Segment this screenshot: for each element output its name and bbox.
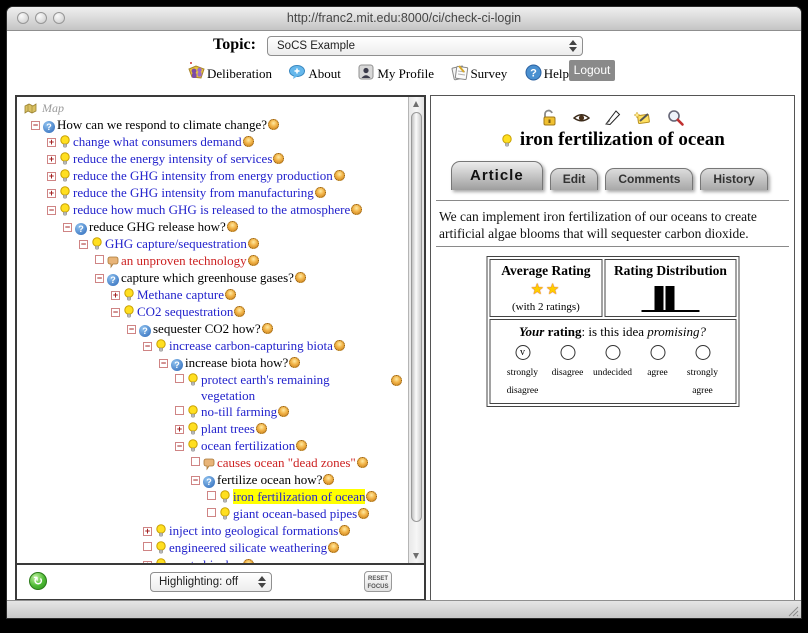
leaf-box xyxy=(207,491,216,500)
tree-node xyxy=(17,506,408,523)
rating-option xyxy=(635,345,680,400)
gear-icon xyxy=(278,406,289,417)
help-icon xyxy=(524,63,543,82)
tree-node-label[interactable]: reduce the GHG intensity from manufacturing xyxy=(73,185,314,200)
radio-strongly-disagree[interactable]: v xyxy=(515,345,530,360)
nav-about[interactable] xyxy=(288,63,341,82)
collapse-toggle[interactable]: − xyxy=(80,239,87,249)
nav-label: My Profile xyxy=(377,65,435,81)
tab-edit[interactable]: Edit xyxy=(550,168,599,190)
tree-node-label[interactable]: reduce the GHG intensity from energy production xyxy=(73,168,333,183)
idea-icon xyxy=(219,490,232,506)
highlighting-value: Highlighting: off xyxy=(159,576,239,588)
star-icon: ★ xyxy=(545,282,562,298)
rating-option-label: strongly agree xyxy=(686,368,719,397)
tree-node xyxy=(17,202,408,219)
reset-focus-button[interactable]: RESET FOCUS xyxy=(364,571,392,592)
article-title: iron fertilization of ocean xyxy=(519,129,725,150)
nav-label: Deliberation xyxy=(207,65,272,81)
tree-node xyxy=(17,236,408,253)
prompt-rating: rating xyxy=(544,324,582,339)
scrollbar-thumb[interactable] xyxy=(411,112,422,522)
question-icon: ? xyxy=(43,118,56,134)
idea-icon xyxy=(187,439,200,455)
rating-option-label: undecided xyxy=(592,368,633,378)
rating-distribution-chart xyxy=(641,282,699,312)
tree-node xyxy=(17,523,408,540)
leaf-box xyxy=(143,542,152,551)
nav-my-profile[interactable] xyxy=(357,63,434,82)
tree-node xyxy=(17,270,408,287)
idea-icon xyxy=(155,339,168,355)
tree-node xyxy=(17,540,408,557)
map-header xyxy=(24,101,64,116)
gear-icon xyxy=(334,170,345,181)
collapse-toggle[interactable]: − xyxy=(112,307,119,317)
tree-node xyxy=(17,455,408,472)
stepper-icon xyxy=(256,575,267,589)
gear-icon xyxy=(357,457,368,468)
tree-node xyxy=(17,117,408,134)
tree-node xyxy=(17,355,408,372)
tree-node xyxy=(17,287,408,304)
unlock-icon[interactable] xyxy=(540,108,559,127)
url-text: http://franc2.mit.edu:8000/ci/check-ci-login xyxy=(286,11,522,25)
tree-node-label[interactable]: inject into geological formations xyxy=(169,523,339,538)
tree-node xyxy=(17,168,408,185)
star-icon: ★ xyxy=(530,282,546,298)
tree-node xyxy=(17,321,408,338)
average-stars xyxy=(496,280,596,299)
tree-node xyxy=(17,404,408,421)
highlighting-select[interactable] xyxy=(150,572,272,592)
logout-button[interactable]: Logout xyxy=(569,60,615,81)
average-ratings-count: (with 2 ratings) xyxy=(511,301,580,313)
tree-node-label[interactable]: increase biota how? xyxy=(185,355,289,370)
tree-node xyxy=(17,185,408,202)
rating-option xyxy=(500,345,545,400)
tree-node-label[interactable]: iron fertilization of ocean xyxy=(233,489,366,504)
radio-undecided[interactable] xyxy=(605,345,620,360)
idea-icon xyxy=(59,186,72,202)
tree-node-label[interactable]: no-till farming xyxy=(201,404,278,419)
nav-survey[interactable] xyxy=(450,63,507,82)
rating-option xyxy=(680,345,725,400)
gear-icon xyxy=(351,204,362,215)
topic-select[interactable] xyxy=(267,36,583,56)
tree-node xyxy=(17,472,408,489)
gear-icon xyxy=(315,187,326,198)
gear-icon xyxy=(268,119,279,130)
tree-node-label[interactable]: change what consumers demand xyxy=(73,134,242,149)
gear-icon xyxy=(225,289,236,300)
survey-icon xyxy=(450,63,469,82)
gear-icon xyxy=(295,272,306,283)
expand-toggle[interactable]: + xyxy=(48,154,55,164)
stepper-icon xyxy=(567,39,578,53)
topic-label: Topic: xyxy=(213,36,256,53)
rating-option-label: strongly disagree xyxy=(506,368,539,397)
gear-icon xyxy=(248,238,259,249)
con-icon xyxy=(203,456,216,472)
nav-label: About xyxy=(308,65,341,81)
idea-icon xyxy=(187,373,200,389)
map-footer xyxy=(17,563,424,599)
leaf-box xyxy=(191,457,200,466)
tree-node-label[interactable]: protect earth's remaining vegetation xyxy=(201,372,330,403)
gear-icon xyxy=(262,323,273,334)
gear-icon xyxy=(323,474,334,485)
status-bar xyxy=(7,600,801,618)
about-icon xyxy=(288,63,307,82)
tab-article[interactable]: Article xyxy=(451,161,543,190)
gear-icon xyxy=(391,375,402,386)
tree-node-label[interactable]: reduce GHG release how? xyxy=(89,219,226,234)
collapse-toggle[interactable]: − xyxy=(128,324,135,334)
your-rating-cell xyxy=(489,319,736,404)
idea-icon xyxy=(187,405,200,421)
collapse-toggle[interactable]: − xyxy=(192,475,199,485)
rating-options xyxy=(496,345,729,400)
rating-option xyxy=(590,345,635,400)
leaf-box xyxy=(207,508,216,517)
idea-icon xyxy=(123,305,136,321)
idea-icon xyxy=(59,152,72,168)
distribution-bar xyxy=(654,286,663,310)
gear-icon xyxy=(339,525,350,536)
tree-node-label[interactable]: sequester CO2 how? xyxy=(153,321,261,336)
tree-node xyxy=(17,253,408,270)
prompt-your: Your xyxy=(519,324,545,339)
svg-text:?: ? xyxy=(529,67,537,79)
tab-history[interactable]: History xyxy=(700,168,767,190)
gear-icon xyxy=(289,357,300,368)
idea-icon xyxy=(155,524,168,540)
con-icon xyxy=(107,254,120,270)
nav-label: Survey xyxy=(470,65,508,81)
radio-agree[interactable] xyxy=(650,345,665,360)
question-icon: ? xyxy=(171,356,184,372)
idea-icon xyxy=(500,130,513,152)
rating-option-label: agree xyxy=(647,368,668,378)
expand-toggle[interactable]: + xyxy=(176,424,183,434)
scroll-up-icon[interactable] xyxy=(409,97,424,111)
map-tree xyxy=(17,117,408,563)
scroll-down-icon[interactable] xyxy=(409,549,424,563)
nav-label: Help xyxy=(543,65,569,81)
question-icon: ? xyxy=(75,220,88,236)
topic-select-value: SoCS Example xyxy=(277,40,355,52)
tree-node-label[interactable]: reduce the energy intensity of services xyxy=(73,151,273,166)
tree-node-label[interactable]: ocean fertilization xyxy=(201,438,296,453)
rating-table xyxy=(486,256,739,407)
profile-icon xyxy=(357,63,376,82)
deliberation-icon xyxy=(187,63,206,82)
tree-node-label[interactable]: CO2 sequestration xyxy=(137,304,234,319)
tree-node-label[interactable]: plant trees xyxy=(201,421,255,436)
magnify-icon[interactable] xyxy=(666,108,685,127)
collapse-toggle[interactable]: − xyxy=(144,341,151,351)
gear-icon xyxy=(243,136,254,147)
tree-node xyxy=(17,219,408,236)
gear-icon xyxy=(256,423,267,434)
idea-icon xyxy=(123,288,136,304)
rating-distribution-title: Rating Distribution xyxy=(613,263,727,278)
radio-disagree[interactable] xyxy=(560,345,575,360)
collapse-toggle[interactable]: − xyxy=(176,441,183,451)
tree-node-label[interactable]: fertilize ocean how? xyxy=(217,472,323,487)
rating-distribution-cell xyxy=(605,259,736,317)
article-pane xyxy=(430,95,795,601)
collapse-toggle[interactable]: − xyxy=(48,205,55,215)
collapse-toggle[interactable]: − xyxy=(64,222,71,232)
browser-window xyxy=(7,7,801,618)
distribution-bar xyxy=(666,286,675,310)
tree-node xyxy=(17,489,408,506)
map-icon xyxy=(24,101,39,115)
expand-toggle[interactable]: + xyxy=(112,290,119,300)
gear-icon xyxy=(358,508,369,519)
collapse-toggle[interactable]: − xyxy=(96,273,103,283)
tree-node-label[interactable]: Methane capture xyxy=(137,287,224,302)
expand-toggle[interactable]: + xyxy=(48,137,55,147)
chart-baseline xyxy=(641,310,699,312)
edit-icon[interactable] xyxy=(634,108,653,127)
prompt-promising: promising? xyxy=(647,324,706,339)
rating-option xyxy=(545,345,590,400)
leaf-box xyxy=(95,255,104,264)
average-rating-title: Average Rating xyxy=(501,263,591,278)
divider xyxy=(436,246,789,247)
vertical-scrollbar[interactable] xyxy=(408,97,424,563)
eye-icon[interactable] xyxy=(572,108,591,127)
tree-node xyxy=(17,438,408,455)
tree-node xyxy=(17,151,408,168)
idea-icon xyxy=(155,541,168,557)
map-pane xyxy=(15,95,426,601)
question-icon: ? xyxy=(203,473,216,489)
idea-icon xyxy=(59,203,72,219)
average-rating-cell xyxy=(489,259,603,317)
expand-toggle[interactable]: + xyxy=(144,526,151,536)
gear-icon xyxy=(234,306,245,317)
tree-node xyxy=(17,304,408,321)
title-bar xyxy=(7,7,801,31)
leaf-box xyxy=(175,374,184,383)
radio-strongly-agree[interactable] xyxy=(695,345,710,360)
tree-node-label[interactable]: How can we respond to climate change? xyxy=(57,117,268,132)
tree-node-label[interactable]: GHG capture/sequestration xyxy=(105,236,247,251)
nav-bar xyxy=(187,59,569,85)
tab-bar xyxy=(451,160,775,190)
idea-icon xyxy=(187,422,200,438)
tree-node xyxy=(17,134,408,151)
idea-icon xyxy=(59,169,72,185)
nav-deliberation[interactable] xyxy=(187,63,272,82)
map-title: Map xyxy=(42,101,64,115)
rating-option-label: disagree xyxy=(551,368,584,378)
question-icon: ? xyxy=(107,271,120,287)
refresh-icon[interactable]: ↻ xyxy=(29,572,47,590)
pen-icon[interactable] xyxy=(603,108,622,127)
resize-grip-icon[interactable] xyxy=(786,604,799,617)
leaf-box xyxy=(175,406,184,415)
article-body: We can implement iron fertilization of our oceans to create artificial algae blooms that will sequester carbon dioxide. xyxy=(439,209,757,241)
nav-help[interactable] xyxy=(524,63,569,82)
tree-node-label[interactable]: an unproven technology xyxy=(121,253,247,268)
tree-node xyxy=(17,338,408,355)
gear-icon xyxy=(366,491,377,502)
tree-node-label[interactable]: reduce how much GHG is released to the atmosphere xyxy=(73,202,351,217)
your-rating-prompt xyxy=(496,324,729,340)
gear-icon xyxy=(328,542,339,553)
gear-icon xyxy=(273,153,284,164)
expand-toggle[interactable]: + xyxy=(48,188,55,198)
tree-node-label[interactable]: giant ocean-based pipes xyxy=(233,506,358,521)
gear-icon xyxy=(334,340,345,351)
expand-toggle[interactable]: + xyxy=(48,171,55,181)
tree-node-label[interactable]: causes ocean "dead zones" xyxy=(217,455,356,470)
question-icon: ? xyxy=(139,322,152,338)
divider xyxy=(436,200,789,201)
collapse-toggle[interactable]: − xyxy=(160,358,167,368)
idea-icon xyxy=(91,237,104,253)
tree-node-label[interactable]: increase carbon-capturing biota xyxy=(169,338,333,353)
collapse-toggle[interactable]: − xyxy=(32,120,39,130)
tab-comments[interactable]: Comments xyxy=(605,168,693,190)
tree-node-label[interactable]: engineered silicate weathering xyxy=(169,540,328,555)
gear-icon xyxy=(296,440,307,451)
article-title-row xyxy=(431,129,794,152)
tree-node xyxy=(17,421,408,438)
prompt-mid: : is this idea xyxy=(581,324,648,339)
idea-icon xyxy=(219,507,232,523)
tree-node-label[interactable]: capture which greenhouse gases? xyxy=(121,270,294,285)
idea-icon xyxy=(59,135,72,151)
gear-icon xyxy=(248,255,259,266)
tree-node xyxy=(17,372,408,404)
gear-icon xyxy=(227,221,238,232)
